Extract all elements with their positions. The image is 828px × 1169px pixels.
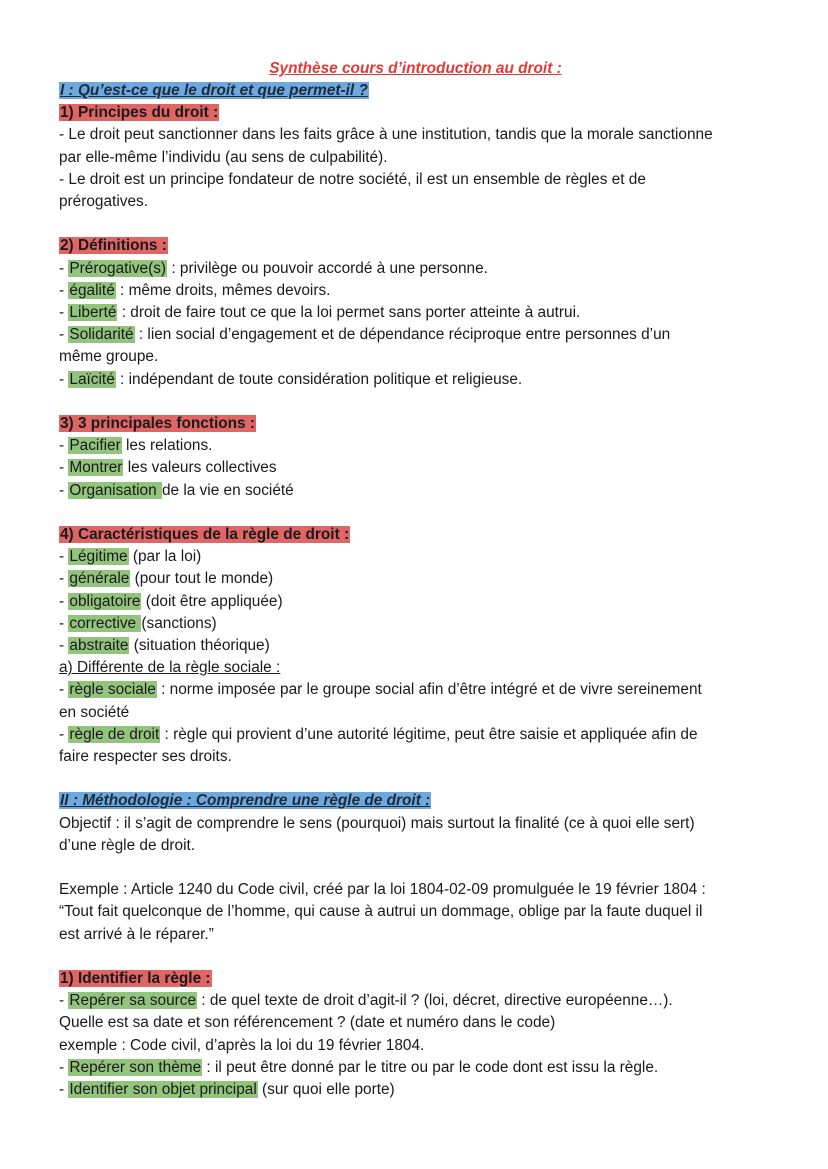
list-item: - corrective (sanctions) xyxy=(59,614,217,632)
paragraph: par elle-même l’individu (au sens de culpabilité). xyxy=(59,148,388,166)
highlighted-term: corrective xyxy=(69,614,141,632)
list-item: - Légitime (par la loi) xyxy=(59,548,202,566)
list-item: - obligatoire (doit être appliquée) xyxy=(59,592,283,610)
list-item: - Identifier son objet principal (sur quoi elle porte) xyxy=(59,1081,395,1099)
paragraph: Quelle est sa date et son référencement ? (date et numéro dans le code) xyxy=(59,1014,556,1032)
fonctions-heading: 3) 3 principales fonctions : xyxy=(60,415,255,433)
list-item-continuation: même groupe. xyxy=(59,348,159,366)
highlighted-term: Légitime xyxy=(69,548,128,566)
paragraph: est arrivé à le réparer.” xyxy=(59,925,214,943)
part2-heading: II : Méthodologie : Comprendre une règle de droit : xyxy=(60,792,431,810)
list-item: - règle sociale : norme imposée par le groupe social afin d’être intégré et de vivre sereinement xyxy=(59,681,702,699)
paragraph: prérogatives. xyxy=(59,193,148,211)
paragraph: exemple : Code civil, d’après la loi du 19 février 1804. xyxy=(59,1036,425,1054)
list-item: - Montrer les valeurs collectives xyxy=(59,459,277,477)
list-item-continuation: faire respecter ses droits. xyxy=(59,748,232,766)
highlighted-term: règle sociale xyxy=(69,681,156,699)
highlighted-term: abstraite xyxy=(69,637,129,655)
highlighted-term: Laïcité xyxy=(69,370,115,388)
part1-heading: I : Qu’est-ce que le droit et que permet-il ? xyxy=(60,82,368,99)
highlighted-term: Organisation xyxy=(69,481,161,499)
paragraph: - Le droit est un principe fondateur de notre société, il est un ensemble de règles et de xyxy=(59,170,646,188)
highlighted-term: obligatoire xyxy=(69,592,141,610)
document-title: Synthèse cours d’introduction au droit : xyxy=(269,60,562,77)
list-item: - abstraite (situation théorique) xyxy=(59,637,270,655)
highlighted-term: Solidarité xyxy=(69,326,134,344)
highlighted-term: Repérer sa source xyxy=(69,992,197,1010)
list-item: - générale (pour tout le monde) xyxy=(59,570,274,588)
highlighted-term: Montrer xyxy=(69,459,123,477)
list-item: - Repérer son thème : il peut être donné par le titre ou par le code dont est issu la règle. xyxy=(59,1058,659,1076)
list-item-continuation: en société xyxy=(59,703,130,721)
highlighted-term: règle de droit xyxy=(69,725,160,743)
subheading-regle-sociale: a) Différente de la règle sociale : xyxy=(59,659,281,677)
highlighted-term: Identifier son objet principal xyxy=(69,1081,257,1099)
list-item: - règle de droit : règle qui provient d’une autorité légitime, peut être saisie et appliquée afin de xyxy=(59,725,698,743)
highlighted-term: égalité xyxy=(69,281,115,299)
highlighted-term: Liberté xyxy=(69,304,117,322)
definitions-heading: 2) Définitions : xyxy=(60,237,167,255)
caracteristiques-heading: 4) Caractéristiques de la règle de droit : xyxy=(60,526,350,544)
list-item: - Prérogative(s) : privilège ou pouvoir accordé à une personne. xyxy=(59,259,488,277)
highlighted-term: Prérogative(s) xyxy=(69,259,167,277)
principes-heading: 1) Principes du droit : xyxy=(60,104,219,122)
list-item: - Repérer sa source : de quel texte de droit d’agit-il ? (loi, décret, directive européenne…). xyxy=(59,992,673,1010)
paragraph: “Tout fait quelconque de l’homme, qui cause à autrui un dommage, oblige par la faute duquel il xyxy=(59,903,703,921)
list-item: - Liberté : droit de faire tout ce que la loi permet sans porter atteinte à autrui. xyxy=(59,304,581,322)
paragraph: d’une règle de droit. xyxy=(59,836,196,854)
highlighted-term: Pacifier xyxy=(69,437,121,455)
paragraph: Exemple : Article 1240 du Code civil, créé par la loi 1804-02-09 promulguée le 19 février 1804 : xyxy=(59,881,706,899)
list-item: - Pacifier les relations. xyxy=(59,437,213,455)
list-item: - égalité : même droits, mêmes devoirs. xyxy=(59,281,331,299)
identifier-heading: 1) Identifier la règle : xyxy=(60,970,211,988)
highlighted-term: générale xyxy=(69,570,130,588)
paragraph: Objectif : il s’agit de comprendre le sens (pourquoi) mais surtout la finalité (ce à quoi elle sert) xyxy=(59,814,695,832)
list-item: - Laïcité : indépendant de toute considération politique et religieuse. xyxy=(59,370,523,388)
list-item: - Solidarité : lien social d’engagement et de dépendance réciproque entre personnes d’un xyxy=(59,326,671,344)
list-item: - Organisation de la vie en société xyxy=(59,481,294,499)
paragraph: - Le droit peut sanctionner dans les faits grâce à une institution, tandis que la morale sanctionne xyxy=(59,126,713,144)
highlighted-term: Repérer son thème xyxy=(69,1058,202,1076)
